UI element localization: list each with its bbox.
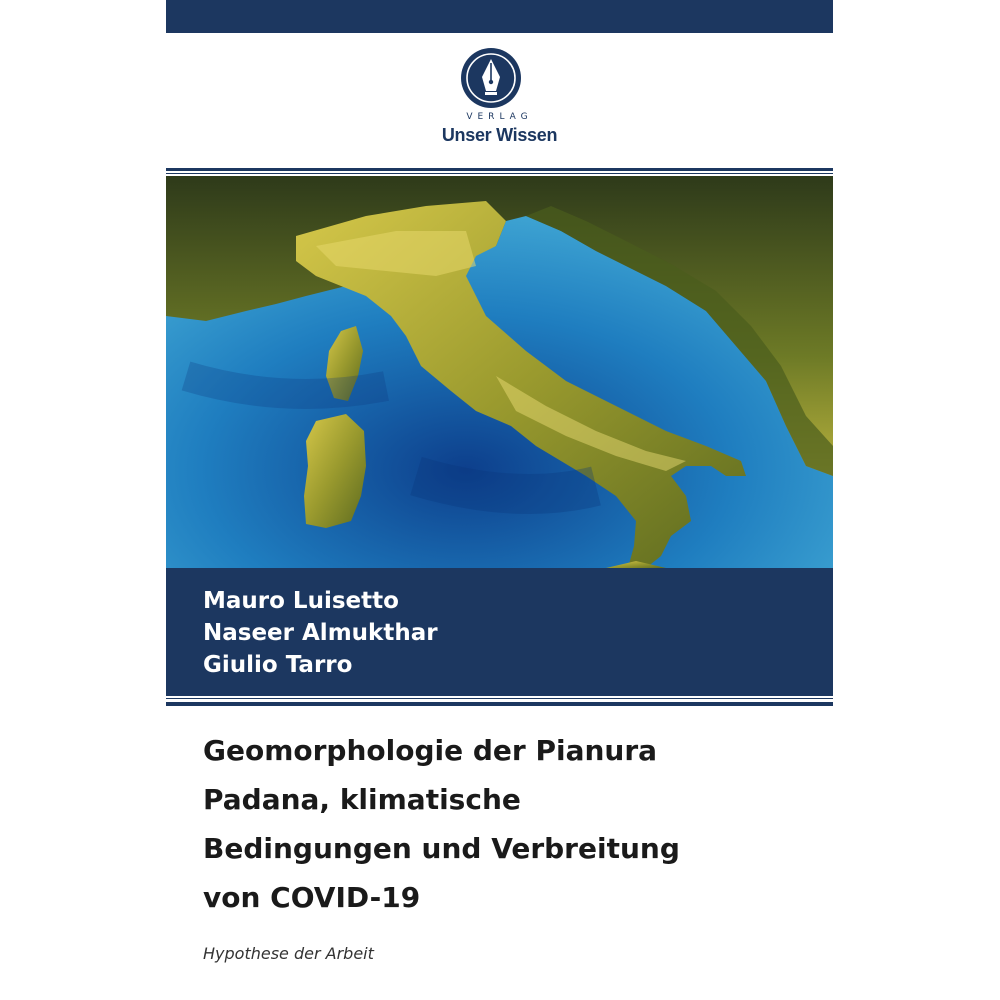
italy-satellite-map <box>166 176 833 568</box>
title-line: Bedingungen und Verbreitung <box>203 832 680 865</box>
divider <box>166 702 833 706</box>
title-line: Padana, klimatische <box>203 783 521 816</box>
title-line: Geomorphologie der Pianura <box>203 734 658 767</box>
publisher-logo <box>166 46 833 156</box>
author-name: Mauro Luisetto <box>203 588 399 614</box>
divider <box>166 168 833 171</box>
book-title <box>203 726 813 922</box>
title-line: von COVID-19 <box>203 881 421 914</box>
fountain-pen-icon <box>459 46 523 110</box>
publisher-verlag-label: VERLAG <box>466 112 533 122</box>
top-bar <box>166 0 833 33</box>
author-name: Naseer Almukthar <box>203 620 438 646</box>
divider <box>166 698 833 699</box>
divider <box>166 173 833 174</box>
cover-image-italy-map <box>166 176 833 568</box>
publisher-name: Unser Wissen <box>441 125 558 145</box>
author-band <box>166 568 833 696</box>
book-cover <box>166 0 833 1000</box>
author-name: Giulio Tarro <box>203 652 353 678</box>
book-subtitle: Hypothese der Arbeit <box>203 944 374 963</box>
